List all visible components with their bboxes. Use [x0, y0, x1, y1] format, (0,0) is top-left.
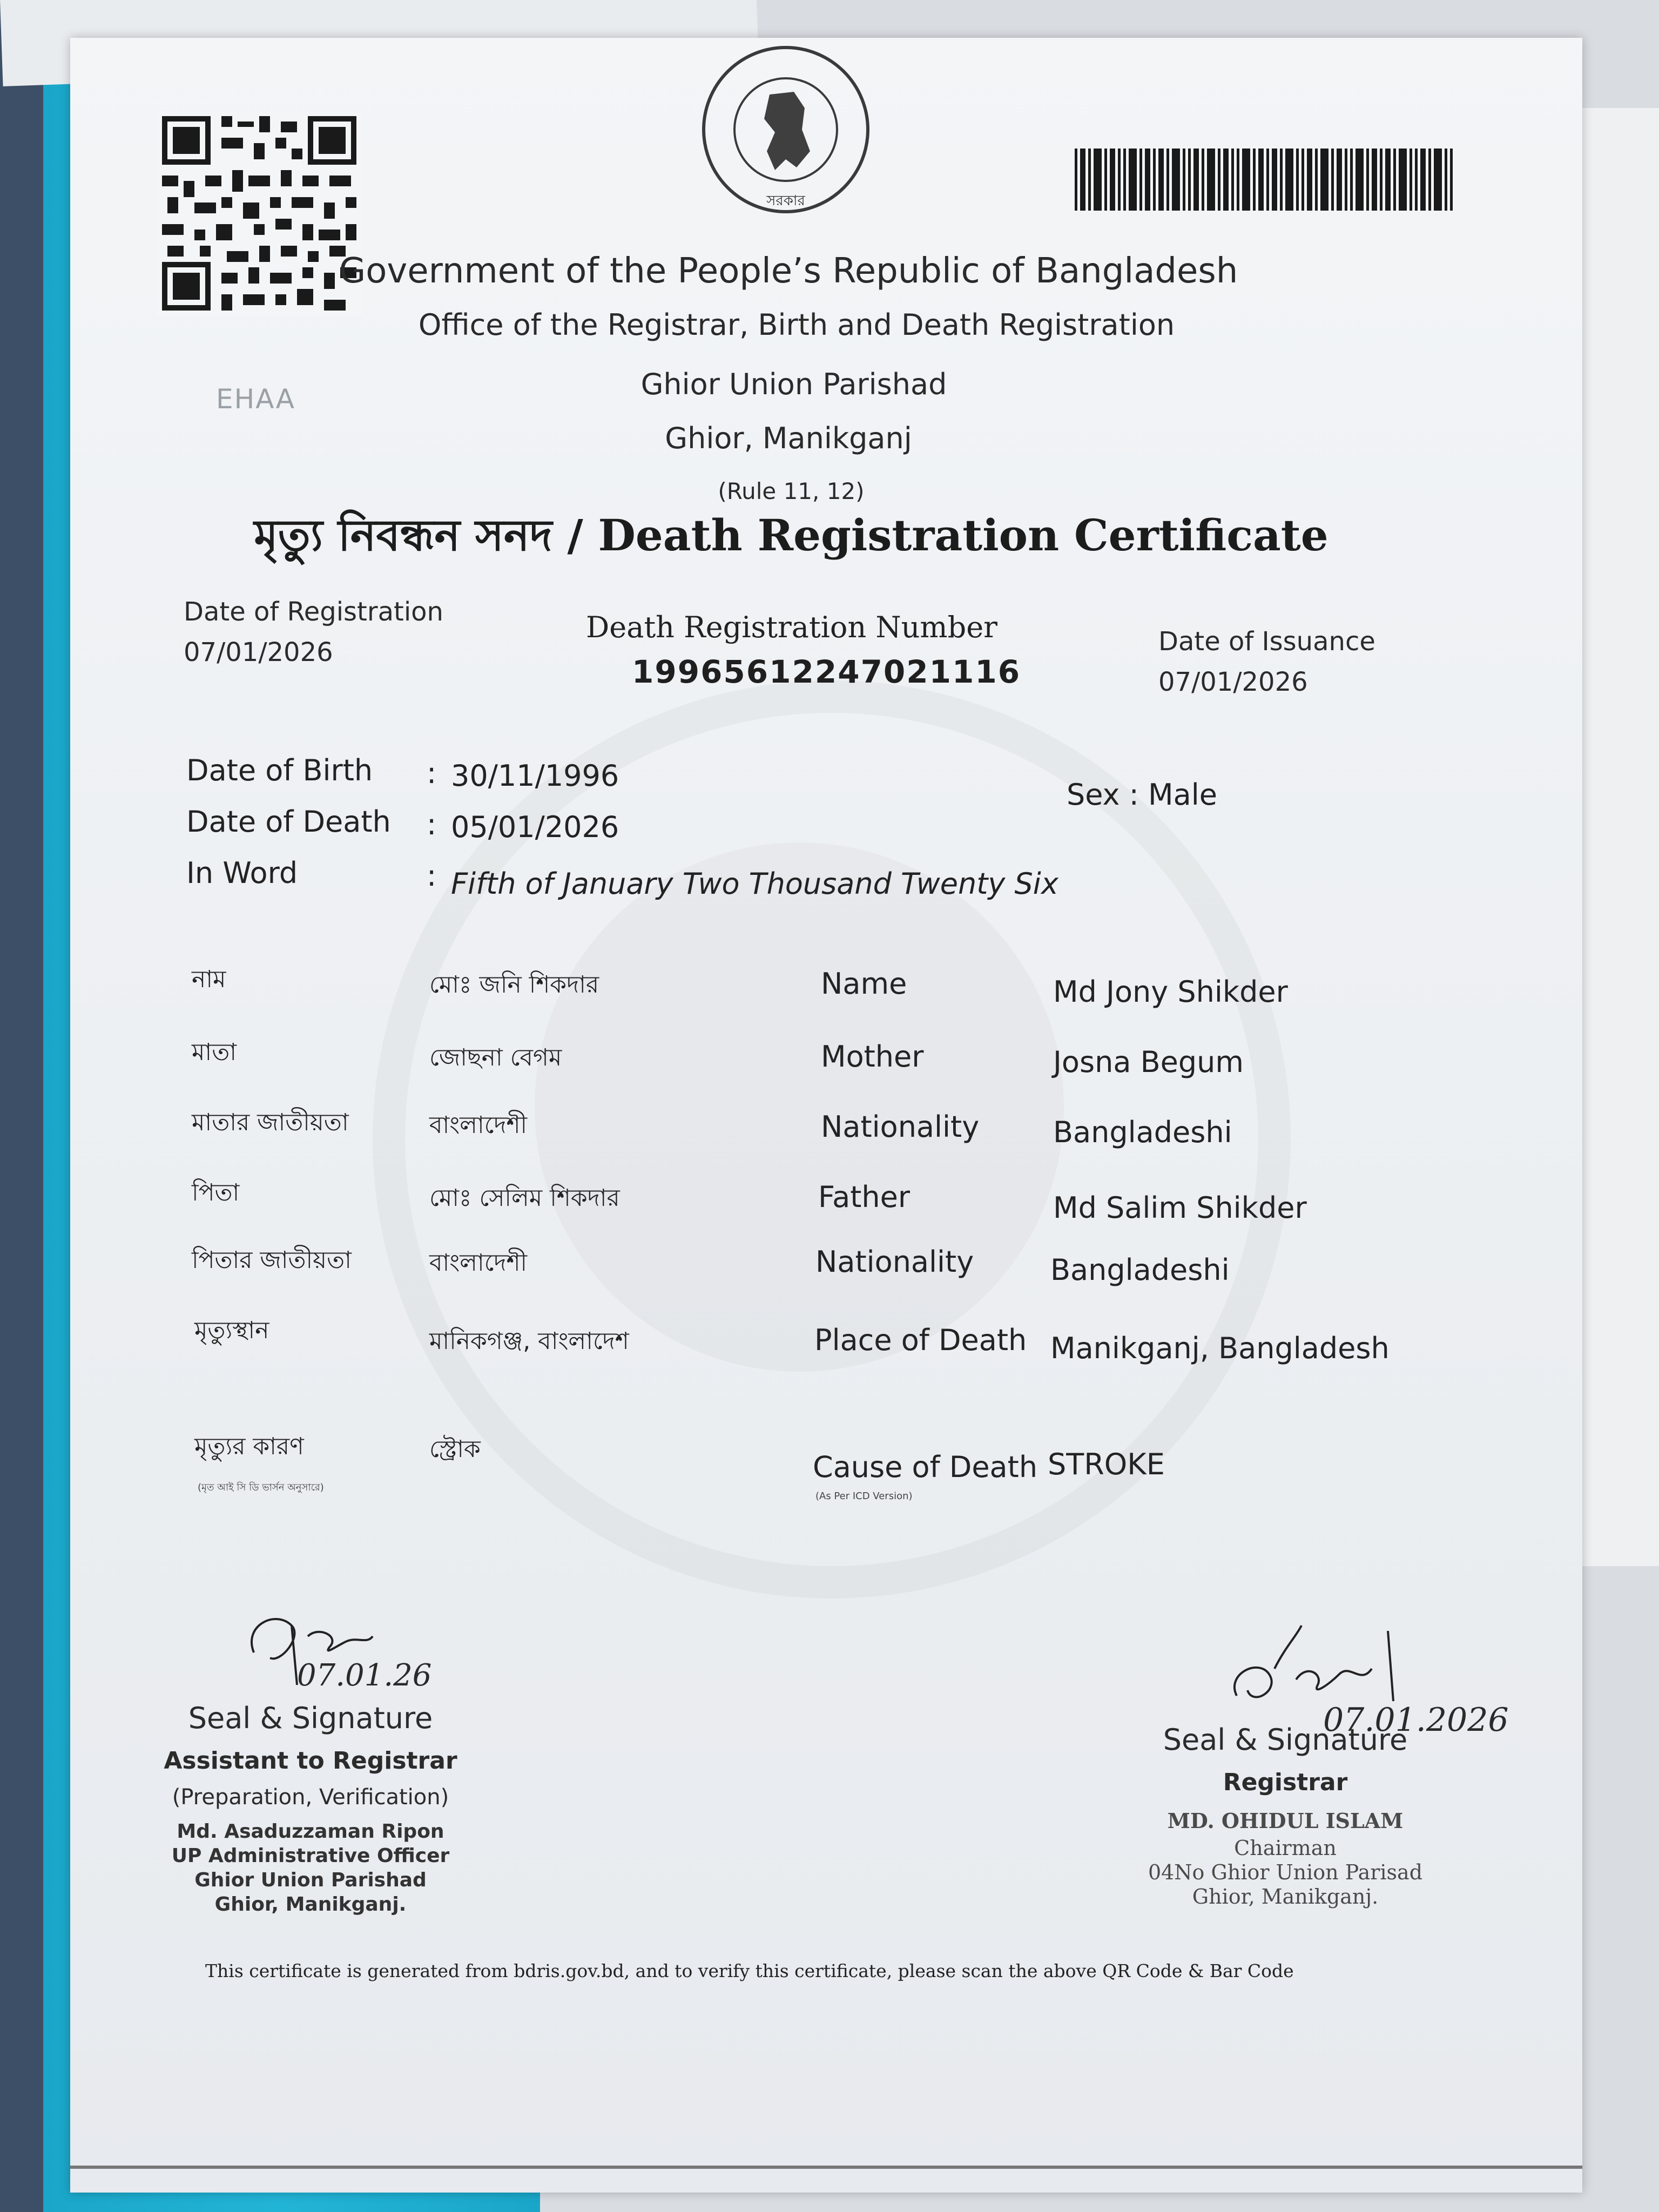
registration-number-label: Death Registration Number	[586, 610, 997, 644]
detail-bn-value: স্ট্রোক	[429, 1435, 481, 1463]
right-signatory-line2: Chairman	[1234, 1836, 1337, 1860]
detail-en-label: Name	[821, 967, 907, 1001]
detail-en-label: Mother	[821, 1040, 924, 1074]
office-heading: Office of the Registrar, Birth and Death Registration	[418, 308, 1175, 342]
registration-date-label: Date of Registration	[184, 597, 443, 627]
issuance-date-label: Date of Issuance	[1158, 626, 1375, 657]
inword-separator: :	[427, 859, 437, 893]
detail-bn-label: মাতার জাতীয়তা	[192, 1109, 349, 1136]
left-role: Assistant to Registrar	[164, 1747, 457, 1775]
detail-en-value: Manikganj, Bangladesh	[1050, 1331, 1390, 1365]
detail-bn-value: বাংলাদেশী	[429, 1249, 528, 1277]
detail-bn-value: বাংলাদেশী	[429, 1111, 528, 1139]
detail-en-value: Bangladeshi	[1050, 1253, 1230, 1287]
right-role: Registrar	[1223, 1769, 1348, 1796]
detail-en-value: Md Salim Shikder	[1053, 1191, 1307, 1225]
right-signatory-line4: Ghior, Manikganj.	[1192, 1885, 1379, 1908]
right-seal-title: Seal & Signature	[1163, 1723, 1408, 1757]
right-signatory-line3: 04No Ghior Union Parisad	[1148, 1860, 1423, 1884]
inword-value: Fifth of January Two Thousand Twenty Six	[451, 867, 1058, 901]
detail-en-label: Place of Death	[814, 1323, 1027, 1357]
detail-bn-value: মোঃ সেলিম শিকদার	[429, 1184, 620, 1212]
detail-en-value: Josna Begum	[1053, 1045, 1244, 1079]
detail-en-label: Nationality	[815, 1245, 974, 1279]
left-signatory-line2: UP Administrative Officer	[171, 1845, 450, 1867]
left-signatory-line3: Ghior Union Parishad	[194, 1869, 427, 1891]
watermark-seal-inner	[535, 842, 1064, 1372]
detail-bn-value: মোঃ জনি শিকদার	[429, 971, 599, 999]
cause-note-en: (As Per ICD Version)	[815, 1491, 913, 1502]
right-signature-date: 07.01.2026	[1323, 1701, 1509, 1739]
detail-en-value: Md Jony Shikder	[1053, 975, 1288, 1009]
detail-en-value: Bangladeshi	[1053, 1115, 1232, 1149]
detail-bn-label: পিতার জাতীয়তা	[192, 1246, 352, 1274]
certificate-sheet	[70, 38, 1582, 2193]
barcode-icon	[1075, 149, 1453, 211]
registration-number-value: 19965612247021116	[632, 653, 1021, 690]
rule-heading: (Rule 11, 12)	[718, 478, 865, 504]
right-signatory-name: MD. OHIDUL ISLAM	[1167, 1809, 1404, 1833]
detail-en-value: STROKE	[1048, 1447, 1165, 1481]
dod-label: Date of Death	[186, 805, 391, 839]
detail-bn-value: মানিকগঞ্জ, বাংলাদেশ	[429, 1327, 629, 1355]
gov-heading: Government of the People’s Republic of Bangladesh	[339, 251, 1238, 291]
left-signatory-line4: Ghior, Manikganj.	[214, 1893, 407, 1916]
bottom-rule	[70, 2166, 1582, 2169]
dob-value: 30/11/1996	[451, 759, 619, 793]
dod-separator: :	[427, 807, 437, 841]
detail-bn-value: জোছনা বেগম	[429, 1044, 562, 1071]
dob-separator: :	[427, 756, 437, 790]
left-signatory-name: Md. Asaduzzaman Ripon	[177, 1820, 444, 1843]
government-seal-icon	[699, 43, 872, 216]
detail-en-label: Nationality	[821, 1110, 980, 1144]
qr-caption: EHAA	[216, 383, 295, 415]
detail-bn-label: নাম	[192, 966, 226, 993]
left-seal-title: Seal & Signature	[188, 1701, 433, 1735]
detail-bn-label: মাতা	[192, 1038, 237, 1066]
certificate-title: মৃত্যু নিবন্ধন সনদ / Death Registration Certificate	[254, 510, 1328, 561]
cause-note-bn: (মৃত আই সি ডি ভার্সন অনুসারে)	[198, 1482, 324, 1493]
inword-label: In Word	[186, 856, 298, 890]
union-heading: Ghior Union Parishad	[640, 367, 947, 401]
location-heading: Ghior, Manikganj	[665, 421, 912, 455]
emblem-text-bottom: সরকার	[766, 193, 805, 209]
dod-value: 05/01/2026	[451, 810, 619, 844]
left-signature-date: 07.01.26	[297, 1658, 432, 1693]
detail-bn-label: পিতা	[192, 1179, 240, 1206]
detail-bn-label: মৃত্যুর কারণ	[194, 1433, 304, 1460]
registration-date-value: 07/01/2026	[184, 637, 333, 667]
detail-bn-label: মৃত্যুস্থান	[194, 1317, 269, 1344]
dob-label: Date of Birth	[186, 753, 373, 787]
verification-footer: This certificate is generated from bdris.gov.bd, and to verify this certificate, please scan the above QR Code & Bar Code	[205, 1960, 1294, 1981]
issuance-date-value: 07/01/2026	[1158, 667, 1308, 697]
sex-field: Sex : Male	[1067, 778, 1217, 812]
left-role-sub: (Preparation, Verification)	[172, 1785, 449, 1810]
detail-en-label: Cause of Death	[813, 1450, 1038, 1484]
detail-en-label: Father	[818, 1180, 911, 1214]
